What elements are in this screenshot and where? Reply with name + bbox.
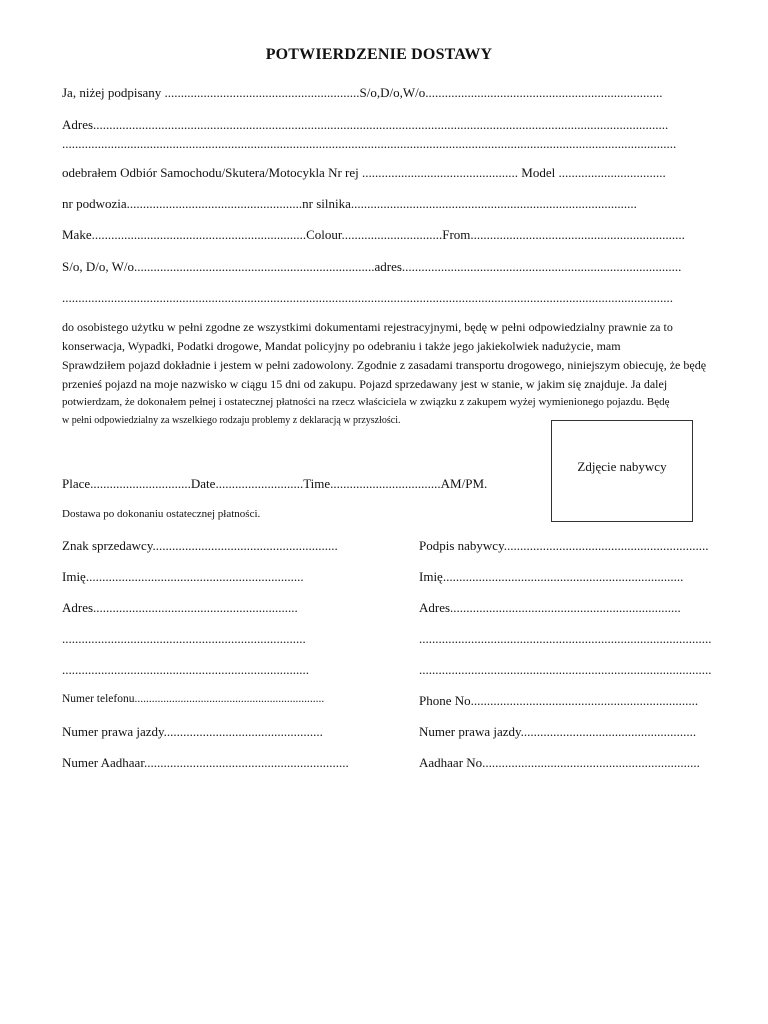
declaration-line-1: do osobistego użytku w pełni zgodne ze wszystkimi dokumentami rejestracyjnymi, będę w pełni odpowiedzialny prawnie za to: [62, 320, 673, 334]
address-line: Adres.................................................................................................................................................................................: [62, 117, 669, 132]
document-title: POTWIERDZENIE DOSTAWY: [265, 46, 493, 63]
place-date-time-line: Place...............................Date...........................Time..................................AM/PM.: [62, 476, 488, 491]
seller-address-line: Adres...............................................................: [62, 600, 298, 615]
buyer-name-line: Imię..........................................................................: [419, 569, 684, 584]
buyer-address-line-3: ..........................................................................................: [419, 662, 712, 677]
buyer-address-line: Adres.......................................................................: [419, 600, 681, 615]
seller-license-line: Numer prawa jazdy.................................................: [62, 724, 323, 739]
buyer-address-line-2: ..........................................................................................: [419, 631, 712, 646]
seller-address-line-2: ...........................................................................: [62, 631, 306, 646]
seller-address-line-3: ............................................................................: [62, 662, 309, 677]
declaration-line-6: w pełni odpowiedzialny za wszelkiego rodzaju problemy z deklaracją w przyszłości.: [62, 415, 401, 426]
buyer-license-line: Numer prawa jazdy......................................................: [419, 724, 697, 739]
seller-signature-line: Znak sprzedawcy.........................................................: [62, 538, 338, 553]
buyer-phone-line: Phone No......................................................................: [419, 693, 699, 708]
delivery-note: Dostawa po dokonaniu ostatecznej płatności.: [62, 508, 261, 520]
blank-dotted-line: ............................................................................................................................................................................................: [62, 290, 673, 305]
signatory-line: Ja, niżej podpisany ............................................................S/o,D/o,W/o.........................................................................: [62, 85, 663, 100]
buyer-photo-label: Zdjęcie nabywcy: [577, 459, 667, 474]
chassis-engine-line: nr podwozia......................................................nr silnika........................................................................................: [62, 196, 637, 211]
seller-name-line: Imię...................................................................: [62, 569, 304, 584]
seller-phone-line: Numer telefonu..................................................................: [62, 693, 325, 705]
make-colour-from-line: Make..................................................................Colour...............................From..................................................................: [62, 227, 685, 242]
declaration-line-2: konserwacja, Wypadki, Podatki drogowe, Mandat policyjny po odebraniu i także jego jakiekolwiek nadużycie, mam: [62, 339, 621, 353]
declaration-line-4: przenieś pojazd na moje nazwisko w ciągu 15 dni od zakupu. Pojazd sprzedawany jest w stanie, w jakim się znajduje. Ja dalej: [62, 377, 668, 391]
address-continuation-line: .............................................................................................................................................................................................: [62, 136, 677, 151]
relation-address-line: S/o, D/o, W/o..........................................................................adres......................................................................................: [62, 259, 682, 274]
declaration-line-5: potwierdzam, że dokonałem pełnej i ostatecznej płatności na rzecz właściciela w związku z zakupem wyżej wymienionego pojazdu. Będę: [62, 396, 670, 408]
buyer-photo-box: [551, 420, 693, 522]
buyer-signature-line: Podpis nabywcy...............................................................: [419, 538, 709, 553]
declaration-line-3: Sprawdziłem pojazd dokładnie i jestem w pełni zadowolony. Zgodnie z zasadami transportu drogowego, niniejszym obiecuję, że będę: [62, 358, 707, 372]
seller-aadhaar-line: Numer Aadhaar...............................................................: [62, 755, 349, 770]
vehicle-registration-line: odebrałem Odbiór Samochodu/Skutera/Motocykla Nr rej ................................................ Model .................................: [62, 165, 666, 180]
buyer-aadhaar-line: Aadhaar No...................................................................: [419, 755, 700, 770]
